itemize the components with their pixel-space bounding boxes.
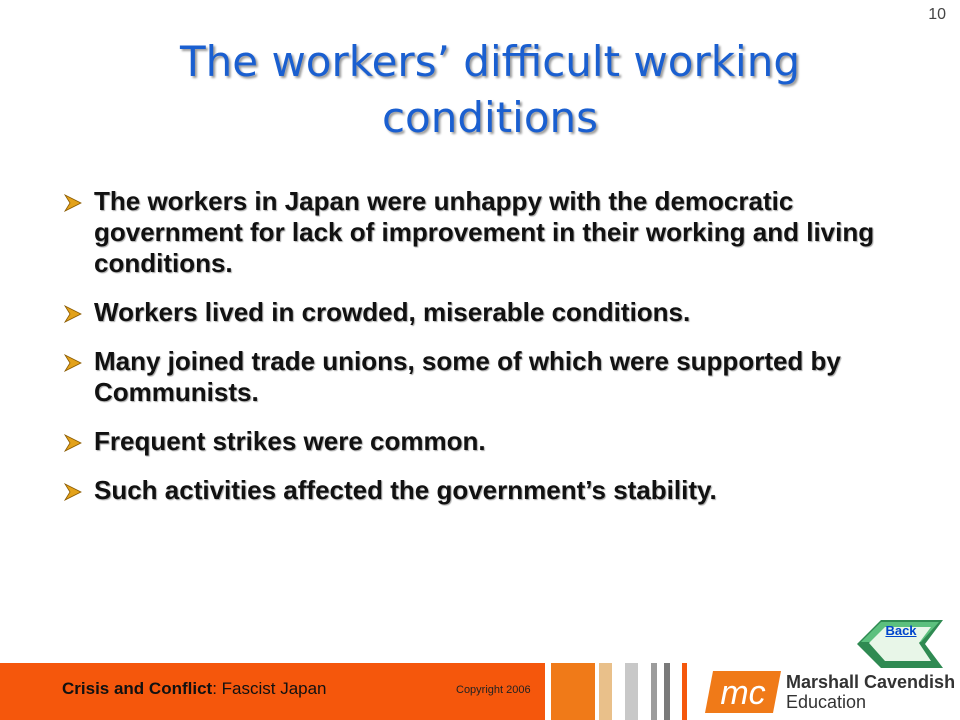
arrowhead-bullet-icon: [64, 354, 82, 372]
footer-stripe: [682, 663, 687, 720]
publisher-line-1: Marshall Cavendish: [786, 672, 956, 692]
copyright: Copyright 2006: [456, 684, 531, 696]
course-title: [62, 679, 327, 699]
bullet-text: Workers lived in crowded, miserable conditions.: [94, 297, 691, 327]
bullet-item: [62, 426, 912, 457]
bullet-list: [62, 186, 912, 524]
bullet-item: [62, 297, 912, 328]
course-title-main: Crisis and Conflict: [62, 679, 213, 698]
footer-stripe: [599, 663, 612, 720]
publisher-line-2: Education: [786, 692, 867, 712]
bullet-text: The workers in Japan were unhappy with the democratic government for lack of improvement in their working and living conditions.: [94, 186, 875, 278]
back-button-label: Back: [885, 623, 917, 638]
slide-number: 10: [928, 6, 946, 23]
arrowhead-bullet-icon: [64, 305, 82, 323]
footer: [0, 663, 960, 720]
bullet-text: Such activities affected the government’s stability.: [94, 475, 717, 505]
footer-stripe: [551, 663, 595, 720]
slide-title: The workers’ difficult working conditions: [179, 37, 800, 142]
footer-stripe: [625, 663, 638, 720]
footer-stripe: [651, 663, 657, 720]
bullet-text: Many joined trade unions, some of which were supported by Communists.: [94, 346, 841, 407]
arrowhead-bullet-icon: [64, 483, 82, 501]
arrowhead-bullet-icon: [64, 434, 82, 452]
footer-stripe: [664, 663, 670, 720]
publisher-name: [786, 672, 955, 712]
publisher-logo-icon: [705, 671, 781, 713]
bullet-item: [62, 475, 912, 506]
arrowhead-bullet-icon: [64, 194, 82, 212]
bullet-text: Frequent strikes were common.: [94, 426, 486, 456]
publisher-logo-mark: mc: [720, 674, 766, 712]
bullet-item: [62, 186, 912, 279]
course-title-sub: : Fascist Japan: [212, 679, 327, 698]
bullet-item: [62, 346, 912, 408]
